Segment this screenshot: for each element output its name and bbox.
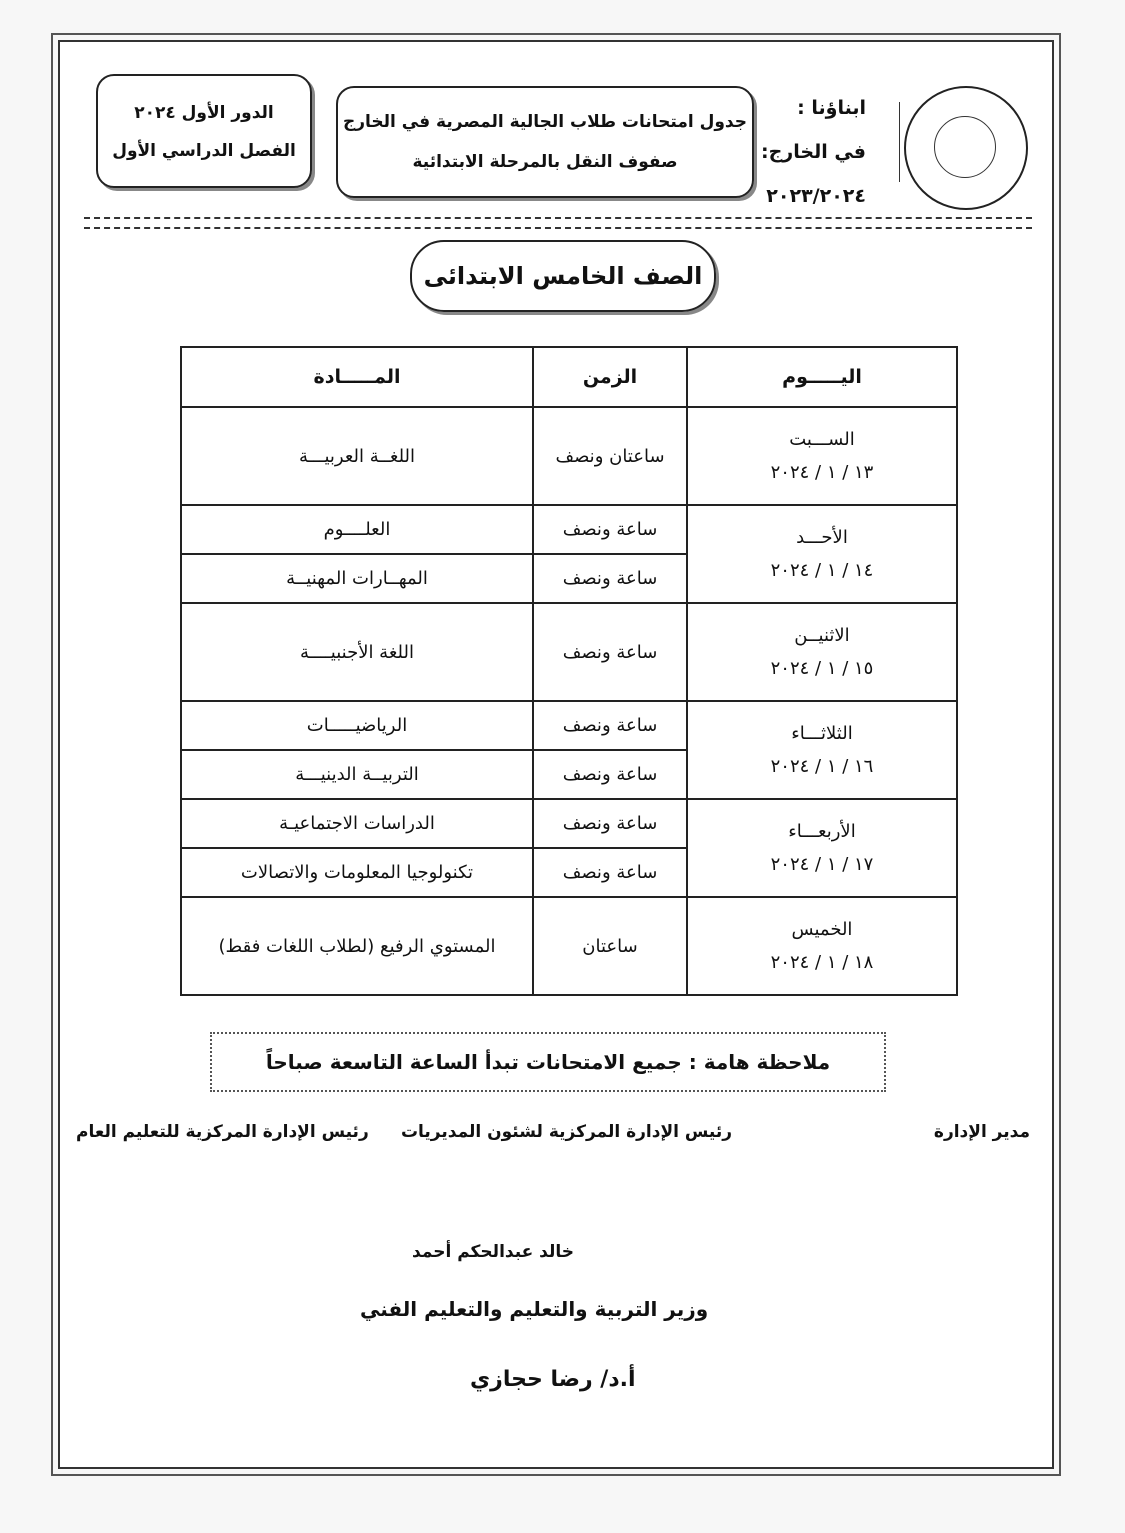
exam-table: اليـــــوم الزمن المـــــادة الســـبت ١٣ / ١ / ٢٠٢٤ ساعتان ونصف اللغــة العربيـــة الأحـــد ١٤ / ١ / ٢٠٢٤ ساعة ونصف العلــــوم ساعة ونصف المهــارات المهنيــة الاثنيــن ١٥ / ١ / ٢٠٢٤ ساعة ونصف اللغة الأجنبيــــة الثلاثـــاء ١٦ / ١ / ٢٠٢٤ ساعة ونصف الرياضيـــــات ساعة ونصف التربيــة الدينيـــة الأربعـــاء ١٧ / ١ / ٢٠٢٤ ساعة ونصف الدراسات الاجتماعيـة ساعة ونصف تكنولوجيا المعلومات والاتصالات الخميس ١٨ / ١ / ٢٠٢٤ ساعتان المستوي الرفيع (لطلاب اللغات فقط)	[180, 346, 958, 996]
document-frame: ابناؤنا : في الخارج: ٢٠٢٣/٢٠٢٤ جدول امتحانات طلاب الجالية المصرية في الخارج صفوف النقل بالمرحلة الابتدائية الدور الأول ٢٠٢٤ الفصل الدراسي الأول الصف الخامس الابتدائى اليـــــوم الزمن المـــــادة الســـبت ١٣ / ١ / ٢٠٢٤ ساعتان ونصف اللغــة العربيـــة الأحـــد ١٤ / ١ / ٢٠٢٤ ساعة ونصف العلــــوم ساعة ونصف المهــارات المهنيــة الاثنيــن ١٥ / ١ / ٢٠٢٤ ساعة ونصف اللغة الأجنبيــــة الثلاثـــاء ١٦ / ١ / ٢٠٢٤ ساعة ونصف الرياضيـــــات ساعة ونصف التربيــة الدينيـــة الأربعـــاء ١٧ / ١ / ٢٠٢٤ ساعة ونصف الدراسات الاجتماعيـة ساعة ونصف تكنولوجيا المعلومات والاتصالات الخميس ١٨ / ١ / ٢٠٢٤ ساعتان المستوي الرفيع (لطلاب اللغات فقط) ملاحظة هامة : جميع الامتحانات تبدأ الساعة التاسعة صباحاً مدير الإدارة رئيس الإدارة المركزية لشئون المديريات رئيس الإدارة المركزية للتعليم العام خالد عبدالحكم أحمد وزير التربية والتعليم والتعليم الفني أ.د/ رضا حجازي	[58, 40, 1054, 1469]
table-row: ساعة ونصف تكنولوجيا المعلومات والاتصالات	[181, 848, 957, 897]
table-row: الســـبت ١٣ / ١ / ٢٠٢٤ ساعتان ونصف اللغــة العربيـــة	[181, 407, 957, 505]
ministry-emblem-icon	[904, 86, 1028, 210]
table-row: ساعة ونصف المهــارات المهنيــة	[181, 554, 957, 603]
grade-title: الصف الخامس الابتدائى	[410, 240, 716, 312]
header-divider	[899, 102, 900, 182]
dashed-divider	[84, 217, 1032, 229]
schedule-title-box: جدول امتحانات طلاب الجالية المصرية في الخارج صفوف النقل بالمرحلة الابتدائية	[336, 86, 754, 198]
table-row: الخميس ١٨ / ١ / ٢٠٢٤ ساعتان المستوي الرفيع (لطلاب اللغات فقط)	[181, 897, 957, 995]
round-box: الدور الأول ٢٠٢٤ الفصل الدراسي الأول	[96, 74, 312, 188]
table-row: الأحـــد ١٤ / ١ / ٢٠٢٤ ساعة ونصف العلــــوم	[181, 505, 957, 554]
table-row: الثلاثـــاء ١٦ / ١ / ٢٠٢٤ ساعة ونصف الرياضيـــــات	[181, 701, 957, 750]
table-row: الاثنيــن ١٥ / ١ / ٢٠٢٤ ساعة ونصف اللغة الأجنبيــــة	[181, 603, 957, 701]
important-note: ملاحظة هامة : جميع الامتحانات تبدأ الساعة التاسعة صباحاً	[210, 1032, 886, 1092]
table-row: الأربعـــاء ١٧ / ١ / ٢٠٢٤ ساعة ونصف الدراسات الاجتماعيـة	[181, 799, 957, 848]
header-org: ابناؤنا : في الخارج: ٢٠٢٣/٢٠٢٤	[761, 97, 866, 207]
table-row: ساعة ونصف التربيــة الدينيـــة	[181, 750, 957, 799]
